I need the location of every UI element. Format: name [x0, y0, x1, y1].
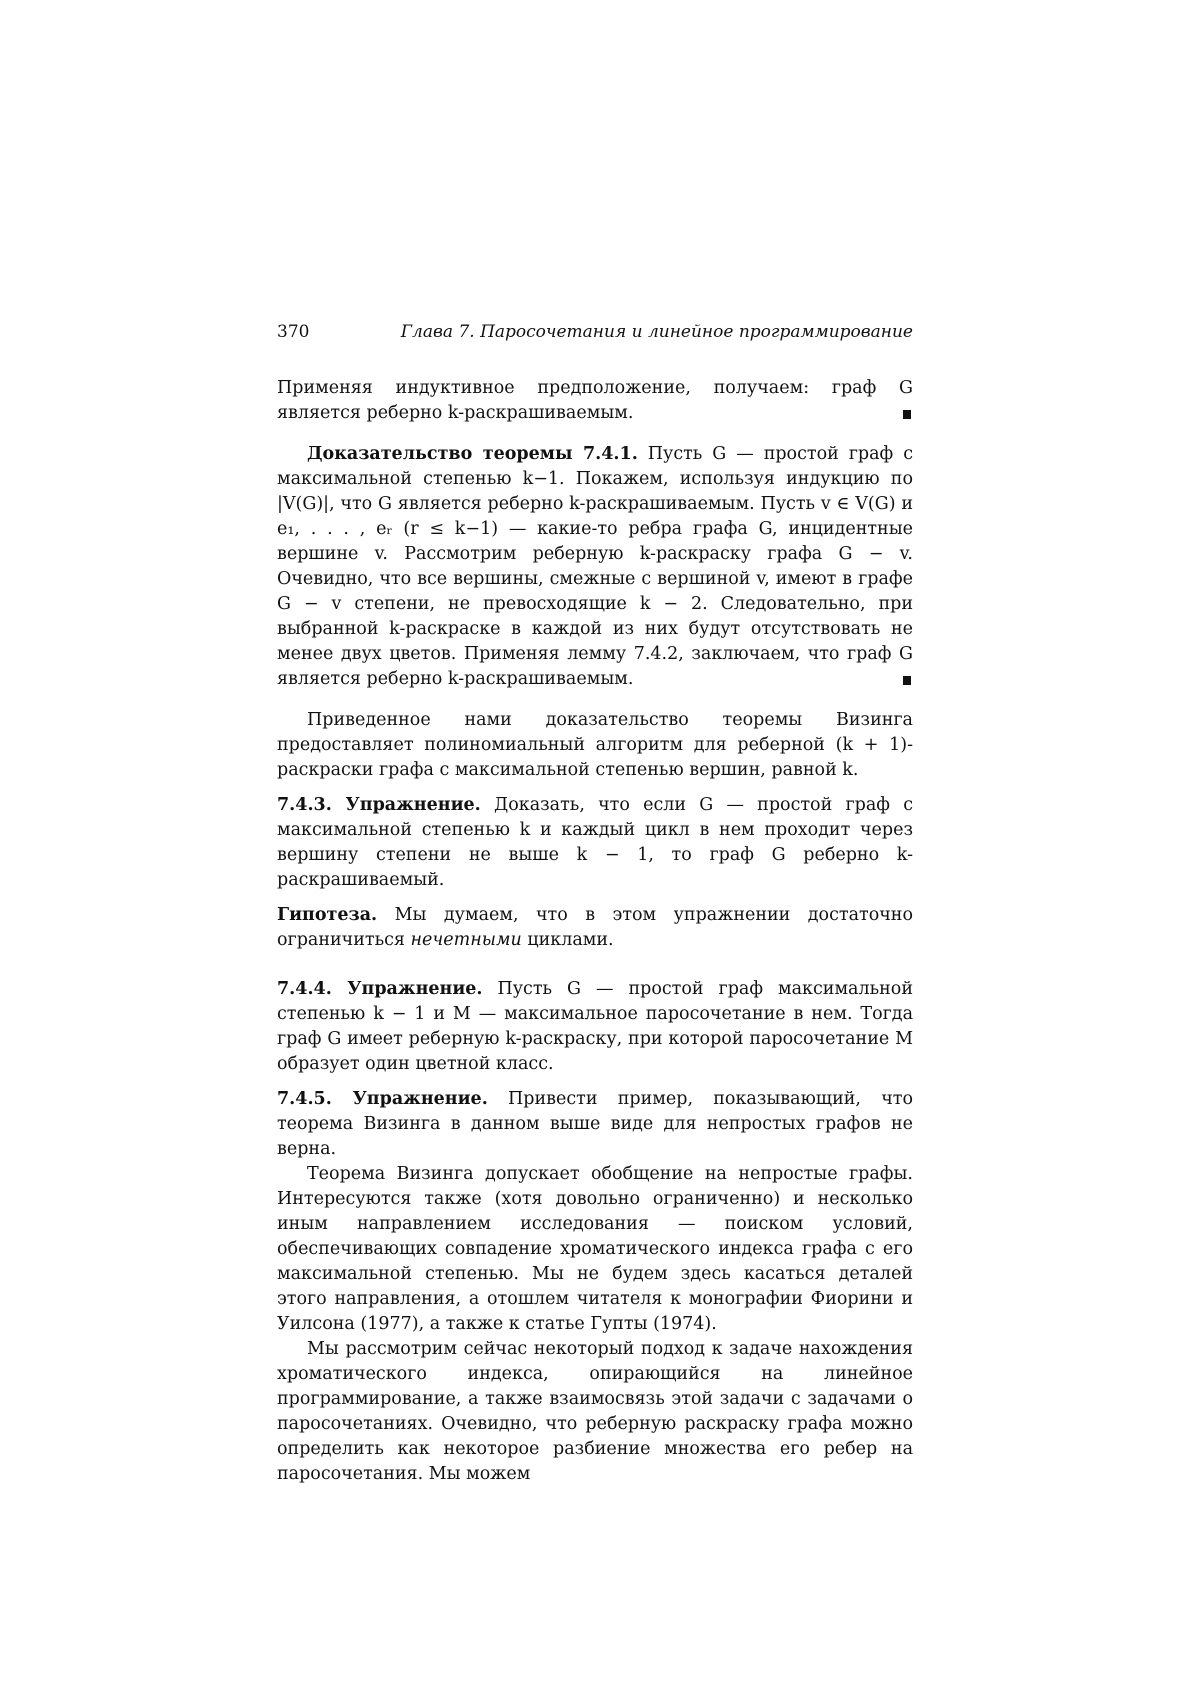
- qed-square-icon: [903, 676, 911, 685]
- paragraph-text: Мы рассмотрим сейчас некоторый подход к задаче нахождения хроматического индекса, опирающийся на линейное программирование, а также взаимосвязь этой задачи с задачами о паросочетаниях. Очевидно, что реберную раскраску графа можно определить как некоторое разбиение множества его ребер на паросочетания. Мы можем: [277, 1339, 913, 1484]
- exercise-7-4-4: [277, 977, 913, 1077]
- qed-square-icon: [903, 410, 911, 419]
- paragraph-text: Приведенное нами доказательство теоремы Визинга предоставляет полиномиальный алгоритм для реберной (k + 1)-раскраски графа с максимальной степенью вершин, равной k.: [277, 710, 913, 780]
- exercise-7-4-5: [277, 1087, 913, 1162]
- hypothesis-label: Гипотеза.: [277, 905, 378, 925]
- proof-text: Пусть G — простой граф с максимальной степенью k−1. Покажем, используя индукцию по |V(G)|, что G является реберно k-раскрашиваемым. Пусть v ∈ V(G) и e₁, . . . , eᵣ (r ≤ k−1) — какие-то ребра графа G, инцидентные вершине v. Рассмотрим реберную k-раскраску графа G − v. Очевидно, что все вершины, смежные с вершиной v, имеют в графе G − v степени, не превосходящие k − 2. Следовательно, при выбранной k-раскраске в каждой из них будут отсутствовать не менее двух цветов. Применяя лемму 7.4.2, заключаем, что граф G является реберно k-раскрашиваемым.: [277, 444, 913, 689]
- hypothesis-text-end: циклами.: [521, 930, 614, 950]
- paragraph-chromatic-index-lp: [277, 1337, 913, 1487]
- proof-label: Доказательство теоремы 7.4.1.: [307, 444, 638, 464]
- running-head: [277, 322, 913, 342]
- book-page: [277, 322, 913, 1487]
- exercise-7-4-3: [277, 793, 913, 893]
- proof-theorem-7-4-1: [277, 442, 913, 692]
- exercise-label: 7.4.4. Упражнение.: [277, 979, 483, 999]
- paragraph-text: Применяя индуктивное предположение, получаем: граф G является реберно k-раскрашиваемым.: [277, 378, 913, 423]
- exercise-text: Привести пример, показывающий, что теорема Визинга в данном выше виде для непростых графов не верна.: [277, 1089, 913, 1159]
- exercise-label: 7.4.3. Упражнение.: [277, 795, 481, 815]
- paragraph-vizing-generalization: [277, 1162, 913, 1337]
- hypothesis-emphasis: нечетными: [410, 930, 522, 950]
- exercise-label: 7.4.5. Упражнение.: [277, 1089, 488, 1109]
- exercise-text: Пусть G — простой граф максимальной степенью k − 1 и M — максимальное паросочетание в нем. Тогда граф G имеет реберную k-раскраску, при которой паросочетание M образует один цветной класс.: [277, 979, 913, 1074]
- hypothesis-text: Мы думаем, что в этом упражнении достаточно ограничиться: [277, 905, 913, 950]
- hypothesis: [277, 903, 913, 953]
- chapter-title: Глава 7. Паросочетания и линейное программирование: [400, 322, 913, 342]
- exercise-text: Доказать, что если G — простой граф с максимальной степенью k и каждый цикл в нем проходит через вершину степени не выше k − 1, то граф G реберно k-раскрашиваемый.: [277, 795, 913, 890]
- page-number: 370: [277, 322, 310, 342]
- paragraph-induction-conclusion: [277, 376, 913, 426]
- paragraph-text: Теорема Визинга допускает обобщение на непростые графы. Интересуются также (хотя довольно ограниченно) и несколько иным направлением исследования — поиском условий, обеспечивающих совпадение хроматического индекса графа с его максимальной степенью. Мы не будем здесь касаться деталей этого направления, а отошлем читателя к монографии Фиорини и Уилсона (1977), а также к статье Гупты (1974).: [277, 1164, 913, 1334]
- paragraph-vizing-algorithm: [277, 708, 913, 783]
